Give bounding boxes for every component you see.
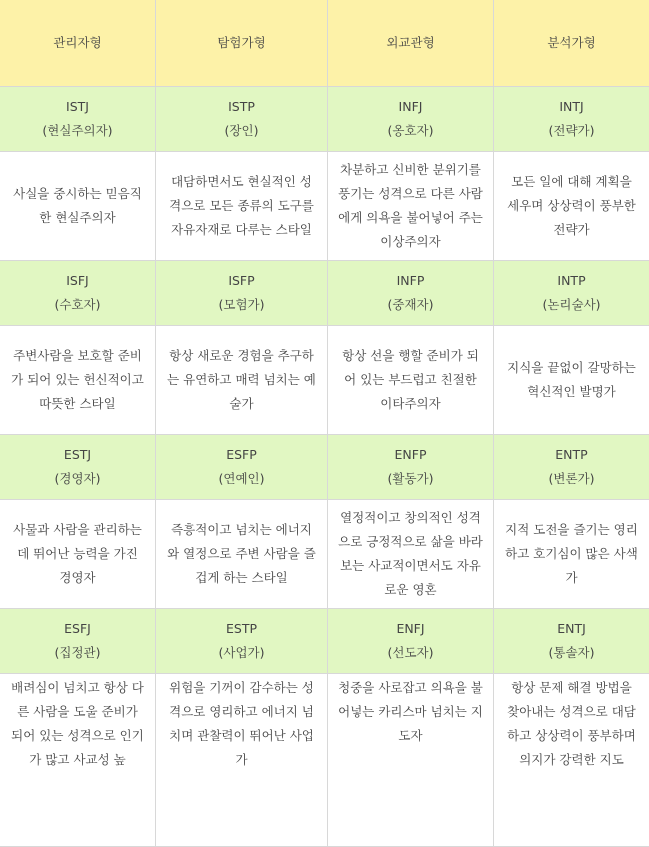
type-nickname: (장인) bbox=[166, 119, 317, 143]
type-cell bbox=[156, 609, 328, 674]
description-cell: 위험을 기꺼이 감수하는 성격으로 영리하고 에너지 넘치며 관찰력이 뛰어난 사업가 bbox=[156, 674, 328, 847]
type-code: ESTP bbox=[166, 617, 317, 641]
type-cell bbox=[328, 87, 494, 152]
type-code: ENFJ bbox=[338, 617, 483, 641]
description-cell: 열정적이고 창의적인 성격으로 긍정적으로 삶을 바라보는 사교적이면서도 자유로운 영혼 bbox=[328, 500, 494, 609]
type-code: ENTJ bbox=[504, 617, 639, 641]
description-cell: 대담하면서도 현실적인 성격으로 모든 종류의 도구를 자유자재로 다루는 스타일 bbox=[156, 152, 328, 261]
type-cell bbox=[328, 609, 494, 674]
type-cell bbox=[156, 261, 328, 326]
type-code: INTJ bbox=[504, 95, 639, 119]
header-cell: 탐험가형 bbox=[156, 0, 328, 87]
type-cell bbox=[156, 435, 328, 500]
type-nickname: (활동가) bbox=[338, 467, 483, 491]
description-cell: 지식을 끝없이 갈망하는 혁신적인 발명가 bbox=[494, 326, 649, 435]
type-nickname: (중재자) bbox=[338, 293, 483, 317]
type-cell bbox=[494, 261, 649, 326]
type-row bbox=[0, 87, 649, 152]
description-cell: 차분하고 신비한 분위기를 풍기는 성격으로 다른 사람에게 의욕을 불어넣어 주는 이상주의자 bbox=[328, 152, 494, 261]
type-cell bbox=[0, 435, 156, 500]
header-cell: 분석가형 bbox=[494, 0, 649, 87]
type-cell bbox=[328, 261, 494, 326]
type-nickname: (집정관) bbox=[10, 641, 145, 665]
type-code: ESTJ bbox=[10, 443, 145, 467]
type-nickname: (논리술사) bbox=[504, 293, 639, 317]
type-code: ESFP bbox=[166, 443, 317, 467]
type-code: INFJ bbox=[338, 95, 483, 119]
type-code: ISTP bbox=[166, 95, 317, 119]
description-row bbox=[0, 674, 649, 847]
description-cell: 사실을 중시하는 믿음직한 현실주의자 bbox=[0, 152, 156, 261]
type-code: ISFP bbox=[166, 269, 317, 293]
type-cell bbox=[0, 87, 156, 152]
type-cell bbox=[0, 261, 156, 326]
type-row bbox=[0, 609, 649, 674]
type-cell bbox=[494, 87, 649, 152]
description-cell: 항상 새로운 경험을 추구하는 유연하고 매력 넘치는 예술가 bbox=[156, 326, 328, 435]
type-cell bbox=[494, 609, 649, 674]
type-code: ISTJ bbox=[10, 95, 145, 119]
type-nickname: (옹호자) bbox=[338, 119, 483, 143]
type-nickname: (현실주의자) bbox=[10, 119, 145, 143]
description-cell: 항상 선을 행할 준비가 되어 있는 부드럽고 친절한 이타주의자 bbox=[328, 326, 494, 435]
type-nickname: (전략가) bbox=[504, 119, 639, 143]
description-row bbox=[0, 326, 649, 435]
header-row bbox=[0, 0, 649, 87]
description-row bbox=[0, 152, 649, 261]
description-cell: 배려심이 넘치고 항상 다른 사람을 도울 준비가 되어 있는 성격으로 인기가 많고 사교성 높 bbox=[0, 674, 156, 847]
type-nickname: (통솔자) bbox=[504, 641, 639, 665]
header-cell: 외교관형 bbox=[328, 0, 494, 87]
type-nickname: (연예인) bbox=[166, 467, 317, 491]
type-nickname: (선도자) bbox=[338, 641, 483, 665]
type-row bbox=[0, 261, 649, 326]
type-cell bbox=[0, 609, 156, 674]
type-code: ESFJ bbox=[10, 617, 145, 641]
type-cell bbox=[494, 435, 649, 500]
type-code: ISFJ bbox=[10, 269, 145, 293]
description-cell: 즉흥적이고 넘치는 에너지와 열정으로 주변 사람을 즐겁게 하는 스타일 bbox=[156, 500, 328, 609]
description-cell: 청중을 사로잡고 의욕을 불어넣는 카리스마 넘치는 지도자 bbox=[328, 674, 494, 847]
type-nickname: (사업가) bbox=[166, 641, 317, 665]
type-code: ENTP bbox=[504, 443, 639, 467]
type-nickname: (모험가) bbox=[166, 293, 317, 317]
type-code: INTP bbox=[504, 269, 639, 293]
type-code: ENFP bbox=[338, 443, 483, 467]
description-row bbox=[0, 500, 649, 609]
type-nickname: (경영자) bbox=[10, 467, 145, 491]
type-code: INFP bbox=[338, 269, 483, 293]
type-row bbox=[0, 435, 649, 500]
type-nickname: (수호자) bbox=[10, 293, 145, 317]
description-cell: 주변사람을 보호할 준비가 되어 있는 헌신적이고 따뜻한 스타일 bbox=[0, 326, 156, 435]
description-cell: 지적 도전을 즐기는 영리하고 호기심이 많은 사색가 bbox=[494, 500, 649, 609]
description-cell: 사물과 사람을 관리하는 데 뛰어난 능력을 가진 경영자 bbox=[0, 500, 156, 609]
description-cell: 항상 문제 해결 방법을 찾아내는 성격으로 대담하고 상상력이 풍부하며 의지가 강력한 지도 bbox=[494, 674, 649, 847]
type-cell bbox=[156, 87, 328, 152]
type-nickname: (변론가) bbox=[504, 467, 639, 491]
header-cell: 관리자형 bbox=[0, 0, 156, 87]
type-cell bbox=[328, 435, 494, 500]
description-cell: 모든 일에 대해 계획을 세우며 상상력이 풍부한 전략가 bbox=[494, 152, 649, 261]
